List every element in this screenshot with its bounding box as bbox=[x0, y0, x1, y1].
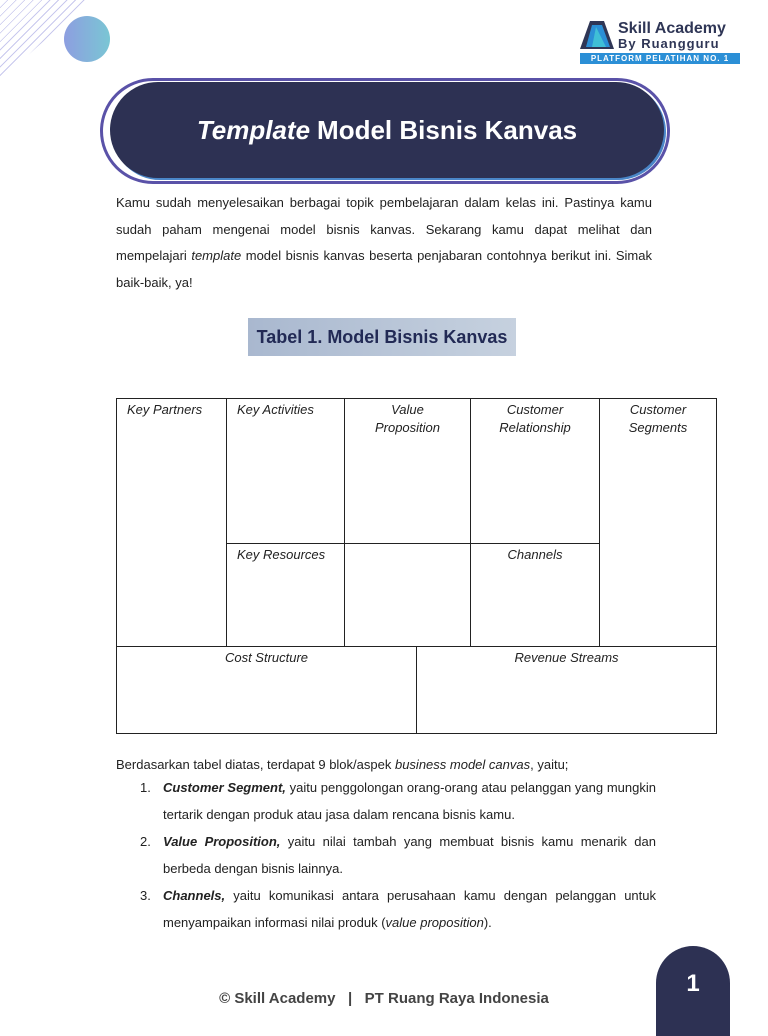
page-title-banner bbox=[110, 82, 664, 178]
cell-cost-structure bbox=[116, 646, 417, 734]
label-customer-segments-1: Customer bbox=[629, 402, 687, 417]
cell-key-activities bbox=[226, 398, 345, 544]
cell-customer-segments bbox=[599, 398, 717, 647]
label-value-proposition-2: Proposition bbox=[374, 420, 441, 435]
blocks-intro-text-1: Berdasarkan tabel diatas, terdapat 9 blok/aspek bbox=[116, 757, 395, 772]
cell-key-resources bbox=[226, 543, 345, 647]
list-term: Customer Segment, bbox=[163, 780, 286, 795]
business-model-canvas bbox=[116, 398, 717, 734]
blocks-intro bbox=[116, 757, 568, 772]
label-cost-structure: Cost Structure bbox=[224, 650, 309, 665]
label-customer-relationship-2: Relationship bbox=[499, 420, 571, 435]
blocks-intro-text-2: , yaitu; bbox=[530, 757, 569, 772]
page-title-italic: Template bbox=[196, 114, 311, 145]
list-number: 3. bbox=[140, 888, 151, 903]
cell-customer-relationship bbox=[470, 398, 600, 544]
list-end: ). bbox=[483, 915, 492, 930]
label-revenue-streams: Revenue Streams bbox=[514, 650, 619, 665]
list-number: 2. bbox=[140, 834, 151, 849]
intro-text-2: model bisnis kanvas beserta penjabaran contohnya berikut ini. Simak baik-baik, ya! bbox=[116, 248, 652, 290]
list-number: 1. bbox=[140, 780, 151, 795]
list-text: yaitu nilai tambah yang membuat bisnis kamu menarik dan berbeda dengan bisnis lainnya. bbox=[163, 834, 656, 876]
intro-paragraph bbox=[116, 190, 652, 296]
label-key-activities: Key Activities bbox=[237, 402, 314, 417]
blocks-list bbox=[116, 774, 656, 936]
table-title: Tabel 1. Model Bisnis Kanvas bbox=[248, 318, 516, 356]
cell-channels bbox=[470, 543, 600, 647]
blocks-intro-italic: business model canvas bbox=[394, 757, 531, 772]
skill-academy-logo bbox=[580, 20, 742, 66]
list-item bbox=[116, 828, 656, 882]
skill-academy-logo-icon bbox=[580, 21, 614, 49]
cell-empty bbox=[344, 543, 471, 647]
logo-subtitle: By Ruangguru bbox=[618, 36, 720, 51]
cell-key-partners bbox=[116, 398, 227, 647]
list-item bbox=[116, 882, 656, 936]
label-channels: Channels bbox=[507, 547, 563, 562]
footer: © Skill Academy | PT Ruang Raya Indonesia bbox=[219, 990, 549, 1007]
logo-badge: PLATFORM PELATIHAN NO. 1 bbox=[580, 53, 740, 64]
label-key-partners: Key Partners bbox=[127, 402, 203, 417]
decorative-circle bbox=[64, 16, 110, 62]
label-customer-relationship-1: Customer bbox=[506, 402, 564, 417]
list-term: Channels, bbox=[163, 888, 226, 903]
label-key-resources: Key Resources bbox=[237, 547, 326, 562]
intro-text-1: Kamu sudah menyelesaikan berbagai topik pembelajaran dalam kelas ini. Pastinya kamu sudah paham mengenai model bisnis kanvas. Sekarang kamu dapat melihat dan mempelajari bbox=[116, 195, 652, 263]
page-title: Model Bisnis Kanvas bbox=[317, 114, 578, 145]
page-number: 1 bbox=[656, 946, 730, 1036]
list-italic: value proposition bbox=[385, 915, 484, 930]
list-term: Value Proposition, bbox=[163, 834, 281, 849]
cell-value-proposition bbox=[344, 398, 471, 544]
list-text: yaitu komunikasi antara perusahaan kamu dengan pelanggan untuk menyampaikan informasi nilai produk ( bbox=[163, 888, 656, 930]
label-value-proposition-1: Value bbox=[391, 402, 424, 417]
list-item bbox=[116, 774, 656, 828]
label-customer-segments-2: Segments bbox=[628, 420, 688, 435]
logo-title: Skill Academy bbox=[618, 20, 726, 37]
cell-revenue-streams bbox=[416, 646, 717, 734]
list-text: yaitu penggolongan orang-orang atau pelanggan yang mungkin tertarik dengan produk atau jasa dalam rencana bisnis kamu. bbox=[163, 780, 656, 822]
intro-italic: template bbox=[191, 248, 242, 263]
